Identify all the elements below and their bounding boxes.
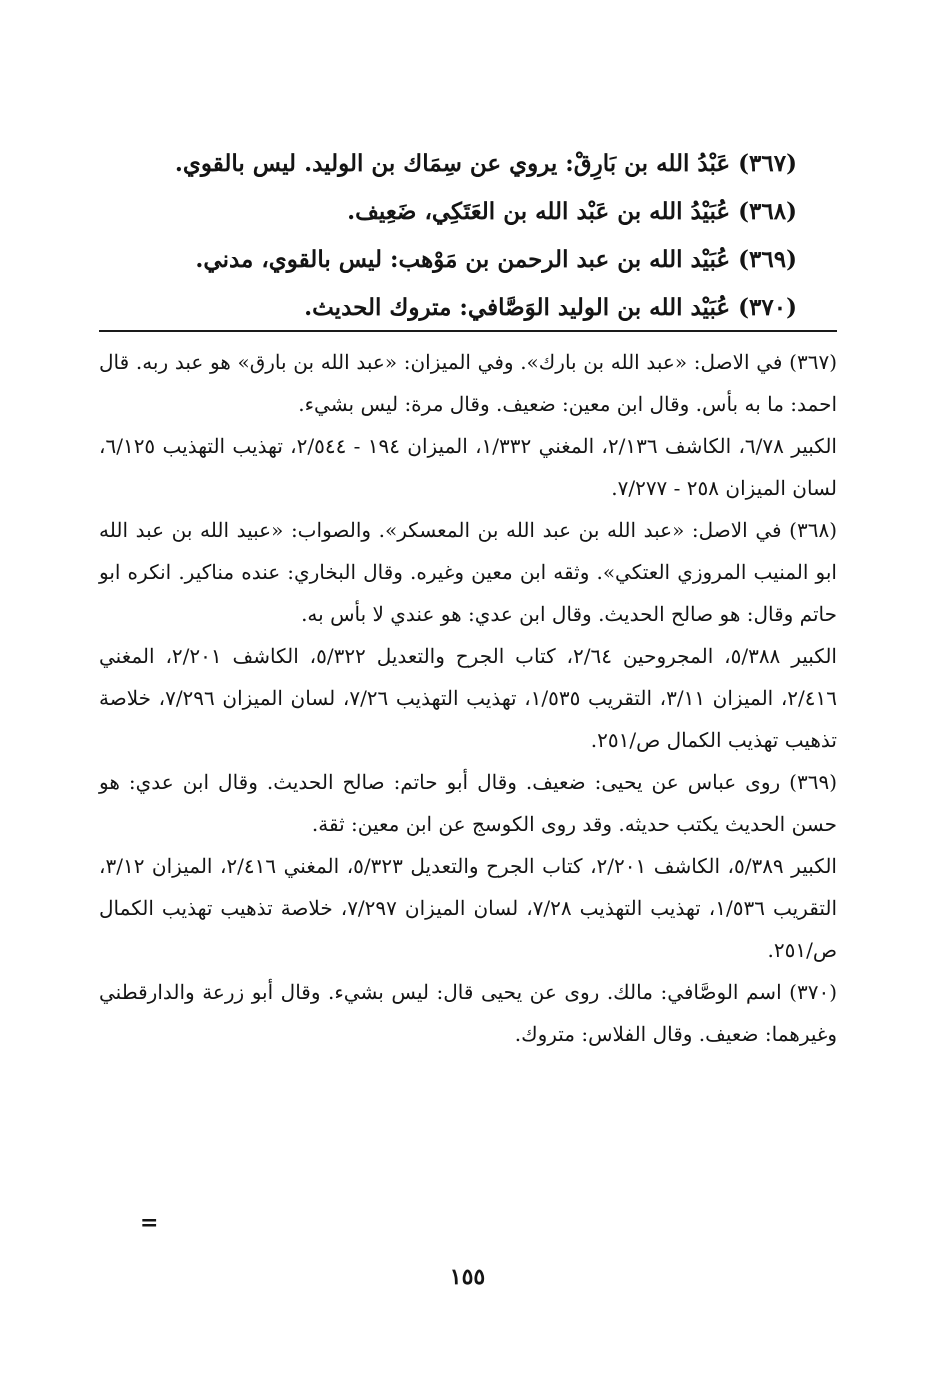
main-entries: [97, 140, 797, 332]
entry-367: (٣٦٧) عَبْدُ الله بن بَارِقْ: يروي عن سِمَاك بن الوليد. ليس بالقوي.: [174, 150, 797, 177]
page-number: ١٥٥: [449, 1264, 486, 1290]
continuation-mark: =: [140, 1210, 159, 1236]
entry-368: (٣٦٨) عُبَيْدُ الله بن عَبْد الله بن العَتَكِي، ضَعِيف.: [347, 198, 797, 225]
footnote-369-references: الكبير ٥/٣٨٩، الكاشف ٢/٢٠١، كتاب الجرح والتعديل ٥/٣٢٣، المغني ٢/٤١٦، الميزان ٣/١٢، التقريب ١/٥٣٦، تهذيب التهذيب ٧/٢٨، لسان الميزان ٧/٢٩٧، خلاصة تذهيب تهذيب الكمال ص/٢٥١.: [99, 854, 838, 962]
footnote-367-references: الكبير ٦/٧٨، الكاشف ٢/١٣٦، المغني ١/٣٣٢، الميزان ١٩٤ - ٢/٥٤٤، تهذيب التهذيب ٦/١٢٥، لسان الميزان ٢٥٨ - ٧/٢٧٧.: [99, 434, 837, 500]
footnote-divider: [99, 330, 837, 332]
footnote-368-references: الكبير ٥/٣٨٨، المجروحين ٢/٦٤، كتاب الجرح والتعديل ٥/٣٢٢، الكاشف ٢/٢٠١، المغني ٢/٤١٦، الميزان ٣/١١، التقريب ١/٥٣٥، تهذيب التهذيب ٧/٢٦، لسان الميزان ٧/٢٩٦، خلاصة تذهيب تهذيب الكمال ص/٢٥١.: [99, 644, 837, 752]
footnote-368: (٣٦٨) في الاصل: «عبد الله بن عبد الله بن المعسكر». والصواب: «عبيد الله بن عبد الله ابو المنيب المروزي العتكي». وثقه ابن معين وغيره. وقال البخاري: عنده مناكير. انكره ابو حاتم وقال: هو صالح الحديث. وقال ابن عدي: هو عندي لا بأس به.: [99, 518, 837, 626]
entry-369: (٣٦٩) عُبَيْد الله بن عبد الرحمن بن مَوْهب: ليس بالقوي، مدني.: [195, 246, 797, 273]
footnotes: [99, 341, 837, 1055]
footnote-370: (٣٧٠) اسم الوصَّافي: مالك. روى عن يحيى قال: ليس بشيء. وقال أبو زرعة والدارقطني وغيرهما: ضعيف. وقال الفلاس: متروك.: [99, 980, 837, 1046]
footnote-369: (٣٦٩) روى عباس عن يحيى: ضعيف. وقال أبو حاتم: صالح الحديث. وقال ابن عدي: هو حسن الحديث يكتب حديثه. وقد روى الكوسج عن ابن معين: ثقة.: [99, 770, 837, 836]
footnote-367: (٣٦٧) في الاصل: «عبد الله بن بارك». وفي الميزان: «عبد الله بن بارق» هو عبد ربه. قال احمد: ما به بأس. وقال ابن معين: ضعيف. وقال مرة: ليس بشيء.: [99, 350, 837, 416]
entry-370: (٣٧٠) عُبَيْد الله بن الوليد الوَصَّافي: متروك الحديث.: [304, 294, 797, 321]
